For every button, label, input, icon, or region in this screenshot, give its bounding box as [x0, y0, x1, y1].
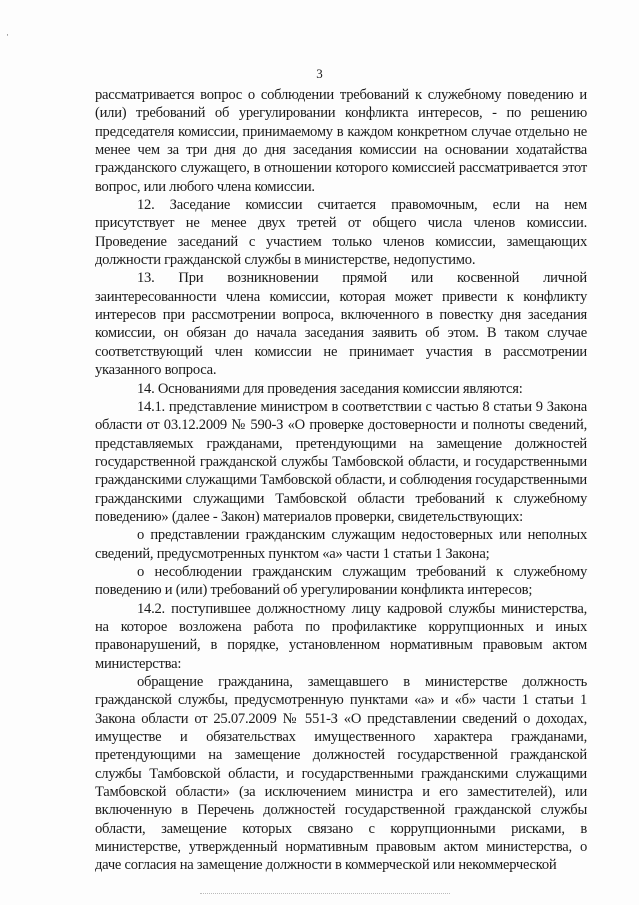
document-body	[95, 86, 587, 875]
paragraph: обращение гражданина, замещавшего в министерстве должность гражданской службы, предусмотренную пунктами «а» и «б» части 1 статьи 1 Закона области от 25.07.2009 № 551-З «О представлении сведений о доходах, имуществе и обязательствах имущественного характера гражданами, претендующими на замещение должностей государственной гражданской службы Тамбовской области, и государственными гражданскими служащими Тамбовской области» (за исключением министра и его заместителей), или включенную в Перечень должностей государственной гражданской службы области, замещение которых связано с коррупционными рисками, в министерстве, утвержденный нормативным правовым актом министерства, о даче согласия на замещение должности в коммерческой или некоммерческой	[95, 674, 587, 874]
scan-bottom-edge	[200, 893, 450, 894]
paragraph: 12. Заседание комиссии считается правомочным, если на нем присутствует не менее двух третей от общего числа членов комиссии. Проведение заседаний с участием только членов комиссии, замещающих должности гражданской службы в министерстве, недопустимо.	[95, 197, 587, 269]
paragraph: 14.1. представление министром в соответствии с частью 8 статьи 9 Закона области от 03.12.2009 № 590-З «О проверке достоверности и полноты сведений, представляемых гражданами, претендующими на замещение должностей государственной гражданской службы Тамбовской области, и государственными гражданскими служащими Тамбовской области, и соблюдения государственными гражданскими служащими Тамбовской области требований к служебному поведению» (далее - Закон) материалов проверки, свидетельствующих:	[95, 398, 587, 525]
paragraph: 14.2. поступившее должностному лицу кадровой службы министерства, на которое возложена работа по профилактике коррупционных и иных правонарушений, в порядке, установленном нормативным правовым актом министерства:	[95, 600, 587, 672]
paragraph: о несоблюдении гражданским служащим требований к служебному поведению и (или) требований об урегулировании конфликта интересов;	[95, 563, 587, 599]
paragraph: 14. Основаниями для проведения заседания комиссии являются:	[137, 380, 523, 397]
paragraph: 13. При возникновении прямой или косвенной личной заинтересованности члена комиссии, которая может привести к конфликту интересов при рассмотрении вопроса, включенного в повестку дня заседания комиссии, он обязан до начала заседания заявить об этом. В таком случае соответствующий член комиссии не принимает участия в рассмотрении указанного вопроса.	[95, 270, 587, 379]
scan-margin-mark: ·	[6, 30, 9, 40]
page-number: 3	[316, 66, 323, 81]
paragraph: о представлении гражданским служащим недостоверных или неполных сведений, предусмотренных пунктом «а» части 1 статьи 1 Закона;	[95, 527, 587, 562]
paragraph: рассматривается вопрос о соблюдении требований к служебному поведению и (или) требований об урегулировании конфликта интересов, - по решению председателя комиссии, принимаемому в каждом конкретном случае отдельно не менее чем за три дня до дня заседания комиссии на основании ходатайства гражданского служащего, в отношении которого комиссией рассматривается этот вопрос, или любого члена комиссии.	[95, 87, 587, 195]
